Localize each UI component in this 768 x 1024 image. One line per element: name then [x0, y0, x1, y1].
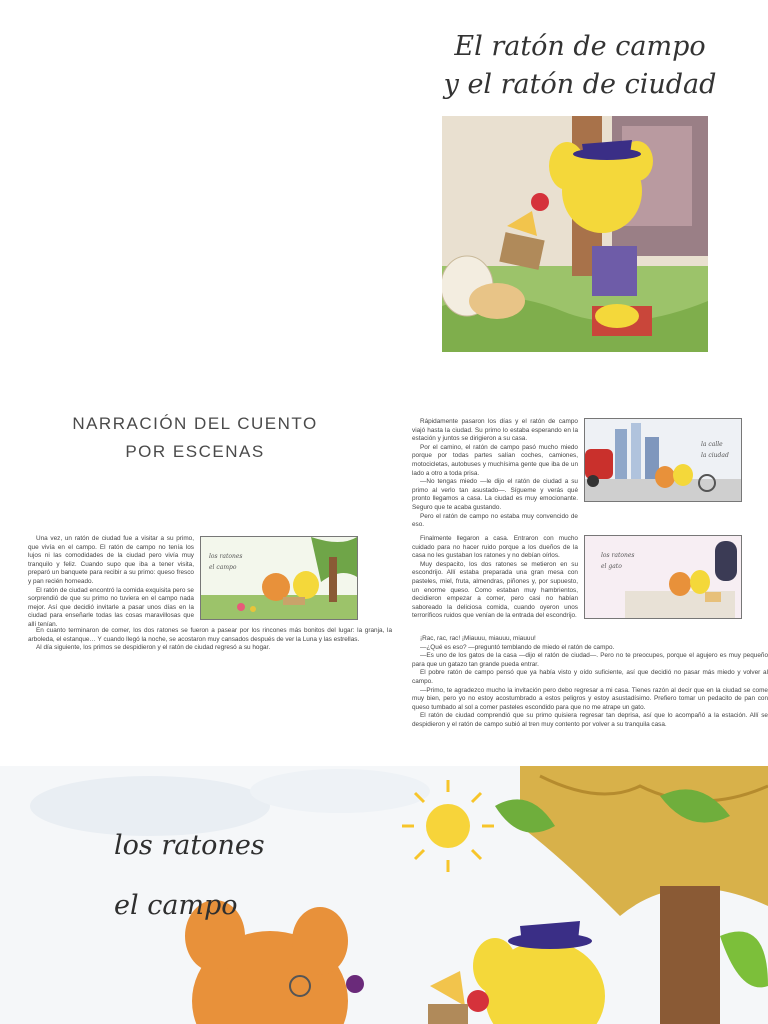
column1-top-text: [28, 535, 194, 630]
paragraph: —Es uno de los gatos de la casa —dijo el ratón de ciudad—. Pero no te preocupes, porque el agujero es muy pequeño para que un gatazo tan grande pueda entrar.: [412, 652, 768, 668]
paragraph: Al día siguiente, los primos se despidieron y el ratón de ciudad regresó a su hogar.: [36, 644, 271, 652]
paragraph: Por el camino, el ratón de campo pasó mucho miedo porque por todas partes salían coches, camiones, motocicletas, autobuses y muchísima gente que iba de un lado a otro a toda prisa.: [412, 443, 578, 477]
paragraph: Una vez, un ratón de ciudad fue a visitar a su primo, que vivía en el campo. El ratón de campo no tenía los lujos ni las comodidades de la ciudad pero vivía muy tranquilo y feliz. Cuando supo que iba a tener visita, preparó un banquete para recibir a su primo: queso fresco y pan recién horneado.: [28, 535, 194, 585]
heading-line-1: NARRACIÓN DEL CUENTO: [72, 414, 318, 433]
caption-line: el campo: [209, 564, 237, 571]
caption-line: los ratones: [209, 553, 243, 560]
bottom-caption-line-1: los ratones: [114, 830, 265, 861]
scene-thumbnail-ciudad: [584, 418, 742, 502]
section-heading: [40, 410, 350, 466]
paragraph: En cuanto terminaron de comer, los dos ratones se fueron a pasear por los rincones más bonitos del lugar: la granja, la arboleda, el estanque… Y cuando llegó la noche, se acostaron muy cansados después de ver la Luna y las estrellas.: [28, 627, 392, 643]
story-title: [430, 28, 730, 104]
bottom-illustration: [0, 766, 768, 1024]
paragraph: —Primo, te agradezco mucho la invitación pero debo regresar a mi casa. Tienes razón al decir que en la ciudad se come muy bien, pero yo no estoy acostumbrado a estos peligros y estoy asustadísimo. Prefiero tomar un pedacito de pan con queso tumbado al sol a comer pasteles escondido para que no me atrape un gato.: [412, 686, 768, 711]
paragraph: —No tengas miedo —le dijo el ratón de ciudad a su primo al verlo tan asustado—. Sígueme y verás qué pronto llegamos a casa. La ciudad es muy emocionante. Seguro que te acaba gustando.: [412, 478, 578, 511]
caption-line: la calle: [701, 441, 723, 448]
paragraph: El ratón de ciudad comprendió que su primo quisiera regresar tan deprisa, así que lo acompañó a la estación. Allí se despidieron y el ratón de campo subió al tren muy contento por volver a su tranquila casa.: [412, 712, 768, 728]
paragraph: Finalmente llegaron a casa. Entraron con mucho cuidado para no hacer ruido porque a los dueños de la casa no les gustaban los ratones y no debían oírlos.: [412, 535, 578, 560]
column2-top-text: [412, 418, 578, 530]
column2-middle-text: [412, 535, 578, 621]
paragraph: El pobre ratón de campo pensó que ya había visto y oído suficiente, así que decidió no pasar más miedo y volver al campo.: [412, 669, 768, 685]
scene-thumbnail-campo: [200, 536, 358, 620]
thumbnail-caption: [209, 551, 242, 573]
paragraph: —¿Qué es eso? —preguntó temblando de miedo el ratón de campo.: [420, 643, 615, 651]
bottom-caption-line-2: el campo: [114, 890, 238, 921]
hero-illustration: [442, 116, 708, 352]
column1-bottom-text: [28, 627, 392, 653]
paragraph: Muy despacito, los dos ratones se metieron en su escondrijo. Allí estaba preparada una gran mesa con pasteles, miel, fruta, almendras, piñones y, por supuesto, un enorme queso. Como estaban muy hambrientos, decidieron empezar a comer, pero casi no habían saboreado la deliciosa comida, cuando oyeron unos terroríficos ruidos que venían de la entrada del escondrijo.: [412, 560, 578, 620]
paragraph: ¡Rac, rac, rac! ¡Miauuu, miauuu, miauuu!: [420, 635, 536, 642]
title-line-2: y el ratón de ciudad: [443, 69, 717, 100]
thumbnail-caption: [601, 550, 634, 572]
thumbnail-caption: [701, 439, 729, 461]
paragraph: Rápidamente pasaron los días y el ratón de campo viajó hasta la ciudad. Su primo lo estaba esperando en la estación y juntos se dirigieron a su casa.: [412, 418, 578, 443]
column2-bottom-text: [412, 635, 768, 730]
caption-line: el gato: [601, 563, 622, 570]
paragraph: El ratón de ciudad encontró la comida exquisita pero se sorprendió de que su primo no tuviera en el campo nada mejor. Así que decidió invitarle a pasar unos días en la ciudad para enseñarle todas las cosas maravillosas que allí tenían.: [28, 586, 194, 628]
title-line-1: El ratón de campo: [454, 31, 706, 62]
heading-line-2: POR ESCENAS: [125, 442, 265, 461]
paragraph: Pero el ratón de campo no estaba muy convencido de eso.: [412, 512, 578, 529]
caption-line: la ciudad: [701, 452, 729, 459]
sun-icon: [426, 804, 470, 848]
caption-line: los ratones: [601, 552, 635, 559]
scene-thumbnail-gato: [584, 535, 742, 619]
